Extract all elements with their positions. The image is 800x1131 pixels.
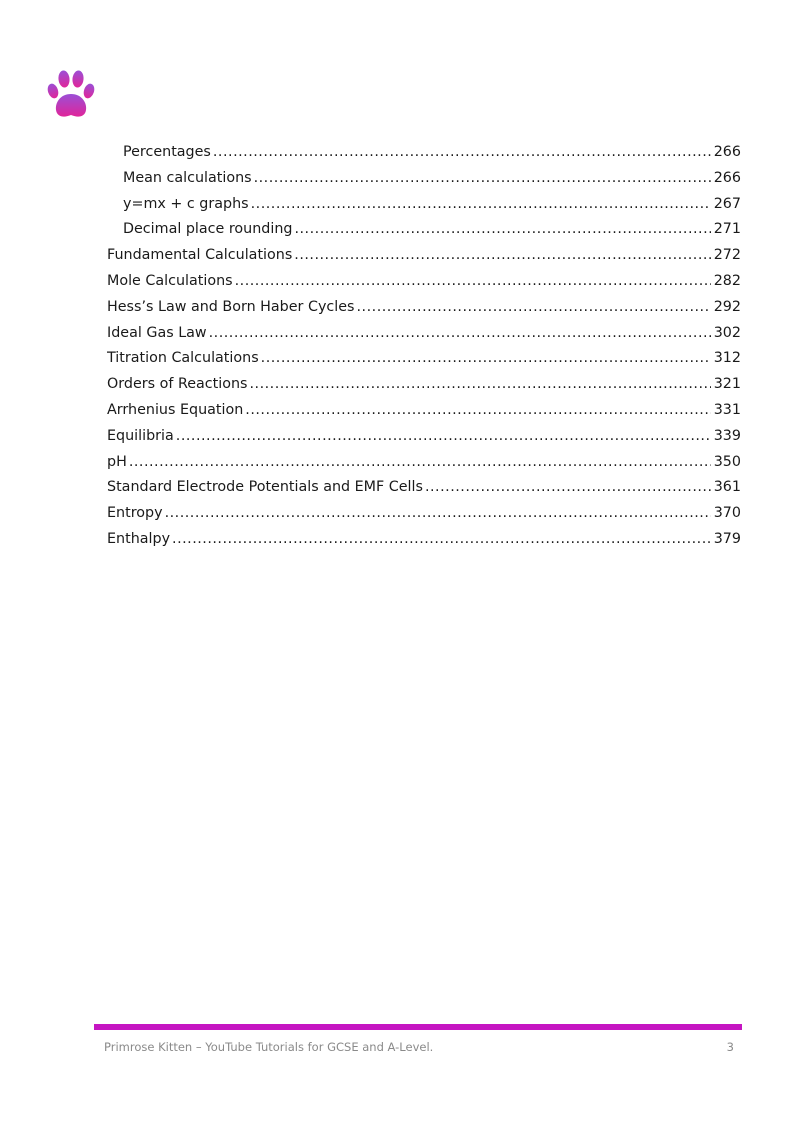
toc-entry[interactable] bbox=[107, 243, 741, 269]
toc-dot-leader bbox=[425, 475, 711, 501]
toc-dot-leader bbox=[294, 243, 710, 269]
toc-entry[interactable] bbox=[107, 346, 741, 372]
toc-entry-title: Standard Electrode Potentials and EMF Cells bbox=[107, 479, 423, 496]
toc-entry[interactable] bbox=[107, 217, 741, 243]
toc-entry-page: 370 bbox=[713, 505, 741, 522]
toc-entry-title: Equilibria bbox=[107, 427, 174, 444]
toc-entry-page: 302 bbox=[713, 324, 741, 341]
toc-dot-leader bbox=[129, 450, 711, 476]
toc-entry-title: Ideal Gas Law bbox=[107, 324, 207, 341]
toc-dot-leader bbox=[209, 321, 711, 347]
toc-dot-leader bbox=[261, 346, 711, 372]
toc-entry-page: 272 bbox=[713, 247, 741, 264]
toc-entry-page: 312 bbox=[713, 350, 741, 367]
footer-text: Primrose Kitten – YouTube Tutorials for GCSE and A-Level. bbox=[104, 1040, 434, 1054]
paw-logo-icon bbox=[46, 68, 96, 120]
toc-entry-page: 271 bbox=[713, 221, 741, 238]
toc-entry-page: 266 bbox=[713, 144, 741, 160]
toc-entry-page: 339 bbox=[713, 427, 741, 444]
toc-dot-leader bbox=[172, 527, 711, 553]
toc-entry-title: Percentages bbox=[123, 144, 211, 160]
toc-entry-title: Fundamental Calculations bbox=[107, 247, 293, 264]
toc-entry[interactable] bbox=[107, 295, 741, 321]
footer-divider bbox=[94, 1024, 742, 1030]
toc-entry-page: 266 bbox=[713, 169, 741, 186]
toc-entry-page: 379 bbox=[713, 530, 741, 547]
toc-entry-page: 267 bbox=[713, 195, 741, 212]
toc-entry-title: y=mx + c graphs bbox=[123, 195, 249, 212]
toc-entry-title: Arrhenius Equation bbox=[107, 401, 244, 418]
toc-entry-title: Entropy bbox=[107, 505, 163, 522]
toc-entry[interactable] bbox=[107, 269, 741, 295]
toc-dot-leader bbox=[251, 192, 711, 218]
toc-entry-page: 292 bbox=[713, 298, 741, 315]
toc-entry-title: Hess’s Law and Born Haber Cycles bbox=[107, 298, 355, 315]
toc-entry-page: 361 bbox=[713, 479, 741, 496]
toc-entry-page: 321 bbox=[713, 376, 741, 393]
toc-entry-title: Orders of Reactions bbox=[107, 376, 248, 393]
toc-entry-title: Decimal place rounding bbox=[123, 221, 293, 238]
toc-entry[interactable] bbox=[107, 192, 741, 218]
toc-entry-title: Enthalpy bbox=[107, 530, 171, 547]
toc-entry[interactable] bbox=[107, 424, 741, 450]
toc-entry-title: Mean calculations bbox=[123, 169, 252, 186]
toc-entry-page: 331 bbox=[713, 401, 741, 418]
toc-entry[interactable] bbox=[107, 372, 741, 398]
toc-entry[interactable] bbox=[107, 450, 741, 476]
table-of-contents bbox=[107, 140, 741, 553]
toc-dot-leader bbox=[250, 372, 711, 398]
toc-dot-leader bbox=[176, 424, 711, 450]
toc-entry[interactable] bbox=[107, 527, 741, 553]
toc-entry-title: Mole Calculations bbox=[107, 272, 233, 289]
toc-entry[interactable] bbox=[107, 501, 741, 527]
toc-entry[interactable] bbox=[107, 475, 741, 501]
toc-dot-leader bbox=[165, 501, 711, 527]
toc-dot-leader bbox=[357, 295, 711, 321]
toc-dot-leader bbox=[245, 398, 710, 424]
toc-entry-title: Titration Calculations bbox=[107, 350, 259, 367]
toc-dot-leader bbox=[213, 140, 711, 166]
toc-entry[interactable] bbox=[107, 140, 741, 166]
toc-entry[interactable] bbox=[107, 398, 741, 424]
toc-dot-leader bbox=[254, 166, 711, 192]
toc-entry-page: 350 bbox=[713, 453, 741, 470]
toc-entry-page: 282 bbox=[713, 272, 741, 289]
toc-entry[interactable] bbox=[107, 321, 741, 347]
toc-entry-title: pH bbox=[107, 453, 127, 470]
footer-page-number: 3 bbox=[726, 1040, 734, 1054]
toc-dot-leader bbox=[294, 217, 710, 243]
toc-entry[interactable] bbox=[107, 166, 741, 192]
toc-dot-leader bbox=[235, 269, 711, 295]
